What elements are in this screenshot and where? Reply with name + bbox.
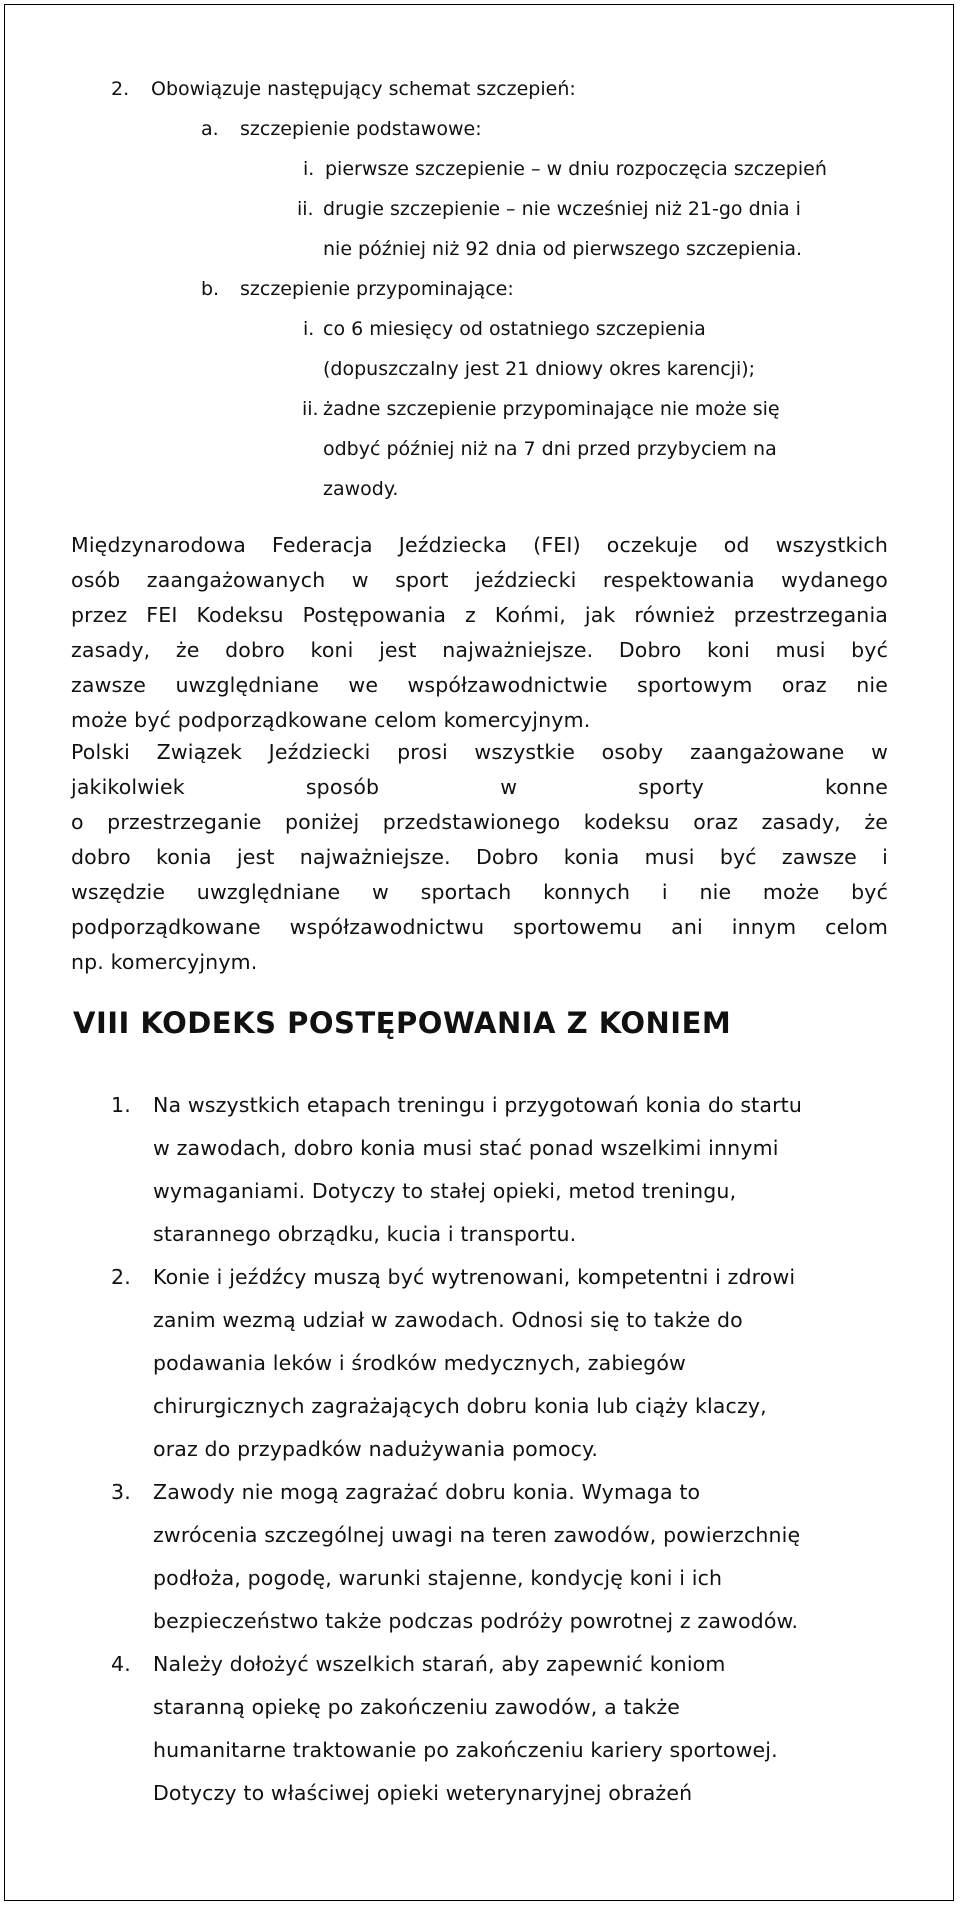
list-item-line: Należy dołożyć wszelkich starań, aby zapewnić koniom [153, 1652, 726, 1676]
list-item-line: Dotyczy to właściwej opieki weterynaryjnej obrażeń [153, 1781, 693, 1805]
paragraph-line: jakikolwiek sposób w sporty konne [71, 775, 888, 799]
paragraph-line: wszędzie uwzględniane w sportach konnych i nie może być [71, 880, 888, 904]
list-label: i. [303, 158, 315, 180]
paragraph-line: przez FEI Kodeksu Postępowania z Końmi, jak również przestrzegania [71, 603, 888, 627]
list-item-text: szczepienie podstawowe: [240, 118, 482, 140]
list-item-line: (dopuszczalny jest 21 dniowy okres karencji); [323, 358, 756, 380]
document-page [4, 4, 954, 1901]
paragraph-line: Polski Związek Jeździecki prosi wszystkie osoby zaangażowane w [71, 740, 888, 764]
list-item-line: oraz do przypadków nadużywania pomocy. [153, 1437, 599, 1461]
list-item-line: odbyć później niż na 7 dni przed przybyciem na [323, 438, 777, 460]
list-label: a. [201, 118, 219, 140]
list-item-line: Na wszystkich etapach treningu i przygotowań konia do startu [153, 1093, 802, 1117]
list-item-line: zawody. [323, 478, 399, 500]
list-label: ii. [302, 398, 319, 420]
list-item-text: szczepienie przypominające: [240, 278, 514, 300]
list-item-line: bezpieczeństwo także podczas podróży powrotnej z zawodów. [153, 1609, 799, 1633]
paragraph-line: zasady, że dobro koni jest najważniejsze. Dobro koni musi być [71, 638, 888, 662]
list-item-line: zwrócenia szczególnej uwagi na teren zawodów, powierzchnię [153, 1523, 801, 1547]
list-item-line: Zawody nie mogą zagrażać dobru konia. Wymaga to [153, 1480, 701, 1504]
list-item-line: starannego obrządku, kucia i transportu. [153, 1222, 577, 1246]
paragraph-line: podporządkowane współzawodnictwu sportowemu ani innym celom [71, 915, 888, 939]
list-label: i. [303, 318, 315, 340]
list-number: 4. [111, 1652, 131, 1676]
section-heading: VIII KODEKS POSTĘPOWANIA Z KONIEM [73, 1006, 732, 1040]
paragraph-line: może być podporządkowane celom komercyjnym. [71, 708, 591, 732]
list-item-line: zanim wezmą udział w zawodach. Odnosi się to także do [153, 1308, 743, 1332]
list-item-line: chirurgicznych zagrażających dobru konia lub ciąży klaczy, [153, 1394, 767, 1418]
list-item-line: staranną opiekę po zakończeniu zawodów, a także [153, 1695, 681, 1719]
list-item-line: humanitarne traktowanie po zakończeniu kariery sportowej. [153, 1738, 778, 1762]
paragraph-line: dobro konia jest najważniejsze. Dobro konia musi być zawsze i [71, 845, 888, 869]
list-label: ii. [297, 198, 314, 220]
list-item-line: drugie szczepienie – nie wcześniej niż 21-go dnia i [323, 198, 801, 220]
paragraph-line: o przestrzeganie poniżej przedstawionego kodeksu oraz zasady, że [71, 810, 888, 834]
list-number: 2. [111, 78, 130, 100]
list-item-line: wymaganiami. Dotyczy to stałej opieki, metod treningu, [153, 1179, 737, 1203]
list-number: 1. [111, 1093, 131, 1117]
list-item-text: Obowiązuje następujący schemat szczepień: [151, 78, 576, 100]
list-item-line: podawania leków i środków medycznych, zabiegów [153, 1351, 686, 1375]
list-item-line: nie później niż 92 dnia od pierwszego szczepienia. [323, 238, 803, 260]
paragraph-line: zawsze uwzględniane we współzawodnictwie sportowym oraz nie [71, 673, 888, 697]
paragraph-line: np. komercyjnym. [71, 950, 258, 974]
list-item-text: pierwsze szczepienie – w dniu rozpoczęcia szczepień [325, 158, 827, 180]
list-item-line: Konie i jeźdźcy muszą być wytrenowani, kompetentni i zdrowi [153, 1265, 796, 1289]
list-label: b. [201, 278, 220, 300]
paragraph-line: Międzynarodowa Federacja Jeździecka (FEI) oczekuje od wszystkich [71, 533, 888, 557]
list-item-line: żadne szczepienie przypominające nie może się [323, 398, 780, 420]
list-item-line: w zawodach, dobro konia musi stać ponad wszelkimi innymi [153, 1136, 779, 1160]
list-item-line: podłoża, pogodę, warunki stajenne, kondycję koni i ich [153, 1566, 723, 1590]
list-number: 3. [111, 1480, 131, 1504]
list-number: 2. [111, 1265, 131, 1289]
paragraph-line: osób zaangażowanych w sport jeździecki respektowania wydanego [71, 568, 888, 592]
list-item-line: co 6 miesięcy od ostatniego szczepienia [323, 318, 706, 340]
